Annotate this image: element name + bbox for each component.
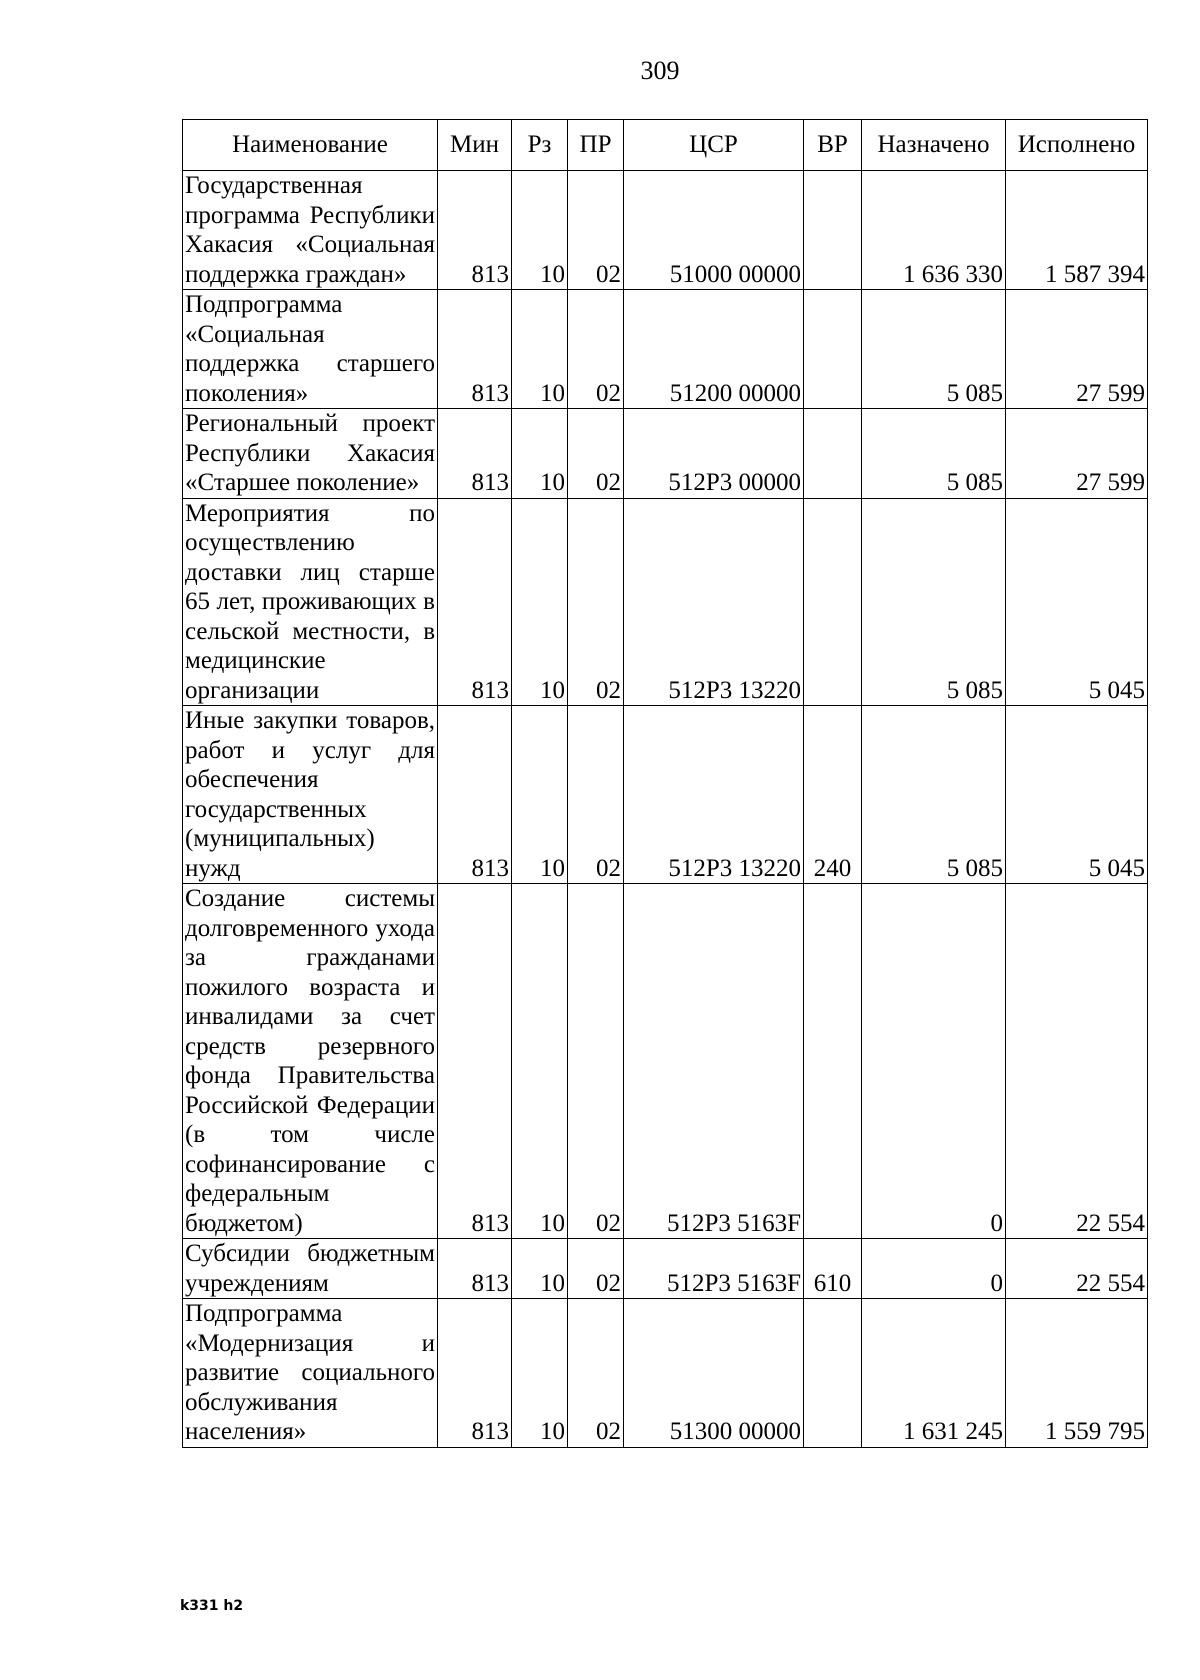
page-number: 309 <box>640 56 680 85</box>
row-rz: 10 <box>512 171 568 290</box>
row-vr <box>804 171 862 290</box>
row-min: 813 <box>438 884 512 1239</box>
row-min: 813 <box>438 171 512 290</box>
row-min: 813 <box>438 1299 512 1448</box>
row-assigned: 1 631 245 <box>862 1299 1006 1448</box>
row-executed: 22 554 <box>1006 1239 1148 1299</box>
header-csr: ЦСР <box>624 120 804 171</box>
row-vr <box>804 498 862 706</box>
row-name: Региональный проект Республики Хакасия «Старшее поколение» <box>183 409 438 499</box>
row-csr: 51000 00000 <box>624 171 804 290</box>
row-min: 813 <box>438 409 512 499</box>
row-rz: 10 <box>512 706 568 884</box>
row-name: Подпрограмма «Модернизация и развитие социального обслуживания населения» <box>183 1299 438 1448</box>
row-rz: 10 <box>512 884 568 1239</box>
row-pr: 02 <box>568 1299 624 1448</box>
table-header-row <box>183 120 1148 171</box>
table-row <box>183 498 1148 706</box>
header-name: Наименование <box>183 120 438 171</box>
table-row <box>183 1299 1148 1448</box>
row-pr: 02 <box>568 290 624 409</box>
header-assigned: Назначено <box>862 120 1006 171</box>
header-vr: ВР <box>804 120 862 171</box>
row-assigned: 5 085 <box>862 706 1006 884</box>
header-min: Мин <box>438 120 512 171</box>
row-pr: 02 <box>568 706 624 884</box>
row-csr: 512Р3 13220 <box>624 706 804 884</box>
row-executed: 5 045 <box>1006 706 1148 884</box>
row-assigned: 5 085 <box>862 409 1006 499</box>
table-row <box>183 1239 1148 1299</box>
row-executed: 5 045 <box>1006 498 1148 706</box>
footer-code: k331 h2 <box>180 1598 244 1614</box>
header-rz: Рз <box>512 120 568 171</box>
row-pr: 02 <box>568 498 624 706</box>
row-pr: 02 <box>568 409 624 499</box>
row-pr: 02 <box>568 171 624 290</box>
row-name: Субсидии бюджетным учреждениям <box>183 1239 438 1299</box>
header-executed: Исполнено <box>1006 120 1148 171</box>
row-vr <box>804 409 862 499</box>
row-name: Государственная программа Республики Хакасия «Социальная поддержка граждан» <box>183 171 438 290</box>
row-name: Подпрограмма «Социальная поддержка старшего поколения» <box>183 290 438 409</box>
table-row <box>183 290 1148 409</box>
row-min: 813 <box>438 290 512 409</box>
row-vr <box>804 884 862 1239</box>
row-name: Создание системы долговременного ухода за гражданами пожилого возраста и инвалидами за счет средств резервного фонда Правительства Российской Федерации (в том числе софинансирование с федеральным бюджетом) <box>183 884 438 1239</box>
row-pr: 02 <box>568 1239 624 1299</box>
row-min: 813 <box>438 1239 512 1299</box>
row-name: Мероприятия по осуществлению доставки лиц старше 65 лет, проживающих в сельской местности, в медицинские организации <box>183 498 438 706</box>
row-vr <box>804 1299 862 1448</box>
row-assigned: 5 085 <box>862 498 1006 706</box>
row-executed: 22 554 <box>1006 884 1148 1239</box>
row-csr: 51200 00000 <box>624 290 804 409</box>
row-rz: 10 <box>512 409 568 499</box>
row-csr: 512Р3 00000 <box>624 409 804 499</box>
row-csr: 512Р3 5163F <box>624 884 804 1239</box>
table-row <box>183 409 1148 499</box>
row-executed: 27 599 <box>1006 290 1148 409</box>
row-assigned: 1 636 330 <box>862 171 1006 290</box>
row-rz: 10 <box>512 1299 568 1448</box>
budget-table <box>182 119 1148 1448</box>
row-csr: 512Р3 5163F <box>624 1239 804 1299</box>
row-min: 813 <box>438 498 512 706</box>
row-vr: 610 <box>804 1239 862 1299</box>
row-rz: 10 <box>512 1239 568 1299</box>
row-min: 813 <box>438 706 512 884</box>
row-assigned: 0 <box>862 884 1006 1239</box>
row-assigned: 0 <box>862 1239 1006 1299</box>
row-vr: 240 <box>804 706 862 884</box>
row-vr <box>804 290 862 409</box>
header-pr: ПР <box>568 120 624 171</box>
table-row <box>183 171 1148 290</box>
row-executed: 1 587 394 <box>1006 171 1148 290</box>
row-rz: 10 <box>512 290 568 409</box>
row-rz: 10 <box>512 498 568 706</box>
row-csr: 512Р3 13220 <box>624 498 804 706</box>
row-pr: 02 <box>568 884 624 1239</box>
table-row <box>183 706 1148 884</box>
table-row <box>183 884 1148 1239</box>
row-executed: 1 559 795 <box>1006 1299 1148 1448</box>
row-executed: 27 599 <box>1006 409 1148 499</box>
row-csr: 51300 00000 <box>624 1299 804 1448</box>
row-name: Иные закупки товаров, работ и услуг для обеспечения государственных (муниципальных) нужд <box>183 706 438 884</box>
row-assigned: 5 085 <box>862 290 1006 409</box>
